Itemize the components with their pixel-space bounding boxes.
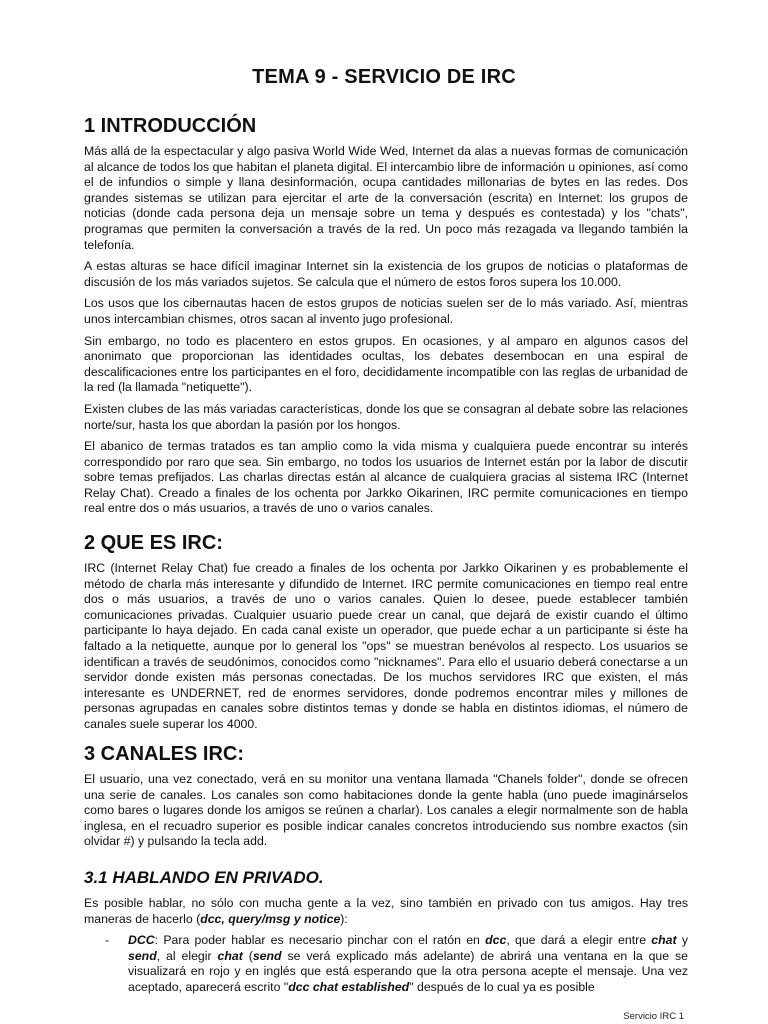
- list-text: , al elegir: [156, 948, 218, 963]
- method-list: [84, 933, 688, 995]
- paragraph: IRC (Internet Relay Chat) fue creado a finales de los ochenta por Jarkko Oikarinen y es probablemente el método de charla más interesante y difundido de Internet. IRC permite comunicaciones en tiempo real entre dos o más usuarios, a través de uno o varios canales. Quien lo desee, puede establecer también comunicaciones privadas. Cualquier usuario puede crear un canal, que dejará de existir cuando el último participante lo haya dejado. En cada canal existe un operador, que puede echar a un participante si éste ha faltado a la netiquette, aunque por lo general los "ops" se muestran benévolos al respecto. Los usuarios se identifican a través de seudónimos, conocidos como "nicknames". Para ello el usuario deberá conectarse a un servidor donde existen más personas conectadas. De los muchos servidores IRC que existen, el más interesante es UNDERNET, red de enormes servidores, donde podremos encontrar miles y millones de personas agrupadas en canales sobre distintos temas y donde se habla en distintos idiomas, el número de canales suele superar los 4000.: [84, 561, 688, 731]
- paragraph-text: Es posible hablar, no sólo con mucha gente a la vez, sino también en privado con tus amigos. Hay tres maneras de hacerlo (: [84, 896, 688, 926]
- paragraph: El abanico de termas tratados es tan amplio como la vida misma y cualquiera puede encontrar su interés correspondido por raro que sea. Sin embargo, no todos los usuarios de Internet están por la labor de discutir sobre temas prefijados. Las charlas directas están al alcance de cualquiera gracias al sistema IRC (Internet Relay Chat). Creado a finales de los ochenta por Jarkko Oikarinen, IRC permite comunicaciones en tiempo real entre dos o más usuarios, a través de uno o varios canales.: [84, 439, 688, 516]
- section-introduccion: [84, 114, 688, 517]
- section-hablando-en-privado: [84, 867, 688, 996]
- bullet-dash: -: [105, 933, 110, 948]
- paragraph: Los usos que los cibernautas hacen de estos grupos de noticias suelen ser de lo más variado. Así, mientras unos intercambian chismes, otros sacan al invento jugo profesional.: [84, 296, 688, 326]
- paragraph: El usuario, una vez conectado, verá en su monitor una ventana llamada "Chanels folder", donde se ofrecen una serie de canales. Los canales son como habitaciones donde la gente habla (uno puede imaginárselos como bares o lugares donde los amigos se reúnen a charlar). Los canales a elegir normalmente son de habla inglesa, en el recuadro superior es posible indicar canales concretos introduciendo sus nombre exactos (sin olvidar #) y pulsando la tecla add.: [84, 772, 688, 849]
- section-heading: 3 CANALES IRC:: [84, 743, 245, 765]
- emphasis-text: dcc, query/msg y notice: [200, 911, 341, 926]
- list-text: (: [242, 948, 253, 963]
- list-text: y: [676, 933, 688, 948]
- paragraph: Más allá de la espectacular y algo pasiva World Wide Wed, Internet da alas a nuevas formas de comunicación al alcance de todos los que habitan el planeta digital. El intercambio libre de información u opiniones, así como el de infundios o simple y llana desinformación, ocupa cantidades millonarias de bytes en las redes. Dos grandes sistemas se utilizan para ejercitar el arte de la conversación (escrita) en Internet: los grupos de noticias (donde cada persona deja un mensaje sobre un tema y después es contestada) y los "chats", programas que permiten la conversación a través de la red. Un poco más rezagada va llegando también la telefonía.: [84, 144, 688, 252]
- emphasis-text: dcc: [485, 933, 507, 948]
- emphasis-text: send: [128, 948, 157, 963]
- emphasis-text: chat: [651, 933, 677, 948]
- paragraph: Existen clubes de las más variadas características, donde los que se consagran al debate sobre las relaciones norte/sur, hasta los que abordan la pasión por los hongos.: [84, 401, 688, 432]
- emphasis-text: DCC: [128, 933, 155, 948]
- section-heading: 1 INTRODUCCIÓN: [84, 115, 257, 137]
- emphasis-text: send: [252, 948, 282, 963]
- section-canales-irc: [84, 742, 688, 850]
- list-text: , que dará a elegir entre: [506, 933, 652, 948]
- list-text: " después de lo cual ya es posible: [409, 979, 595, 994]
- list-item: [84, 933, 688, 995]
- emphasis-text: chat: [217, 948, 243, 963]
- paragraph: Sin embargo, no todo es placentero en estos grupos. En ocasiones, y al amparo en algunos casos del anonimato que proporcionan las identidades ocultas, los debates desembocan en una espiral de descalificaciones entre los participantes en el foro, decididamente incompatible con las reglas de urbanidad de la red (la llamada "netiquette").: [84, 333, 688, 395]
- subsection-heading: 3.1 HABLANDO EN PRIVADO.: [84, 868, 324, 887]
- list-text: : Para poder hablar es necesario pinchar con el ratón en: [154, 933, 486, 948]
- paragraph: A estas alturas se hace difícil imaginar Internet sin la existencia de los grupos de noticias o plataformas de discusión de los más variados sujetos. Se calcula que el número de estos foros supera los 10.000.: [84, 259, 688, 289]
- page-footer: Servicio IRC 1: [623, 1011, 684, 1022]
- list-text: se verá explicado más adelante) de abrirá una ventana en la que se visualizará en rojo y en inglés que está esperando que la otra persona acepte el mensaje. Una vez aceptado, aparecerá escrito ": [128, 948, 688, 994]
- section-que-es-irc: [84, 531, 688, 733]
- emphasis-text: dcc chat established: [288, 979, 410, 994]
- paragraph-text: ):: [340, 911, 348, 926]
- document-title: TEMA 9 - SERVICIO DE IRC: [252, 66, 516, 88]
- paragraph: [84, 896, 688, 927]
- section-heading: 2 QUE ES IRC:: [84, 532, 223, 554]
